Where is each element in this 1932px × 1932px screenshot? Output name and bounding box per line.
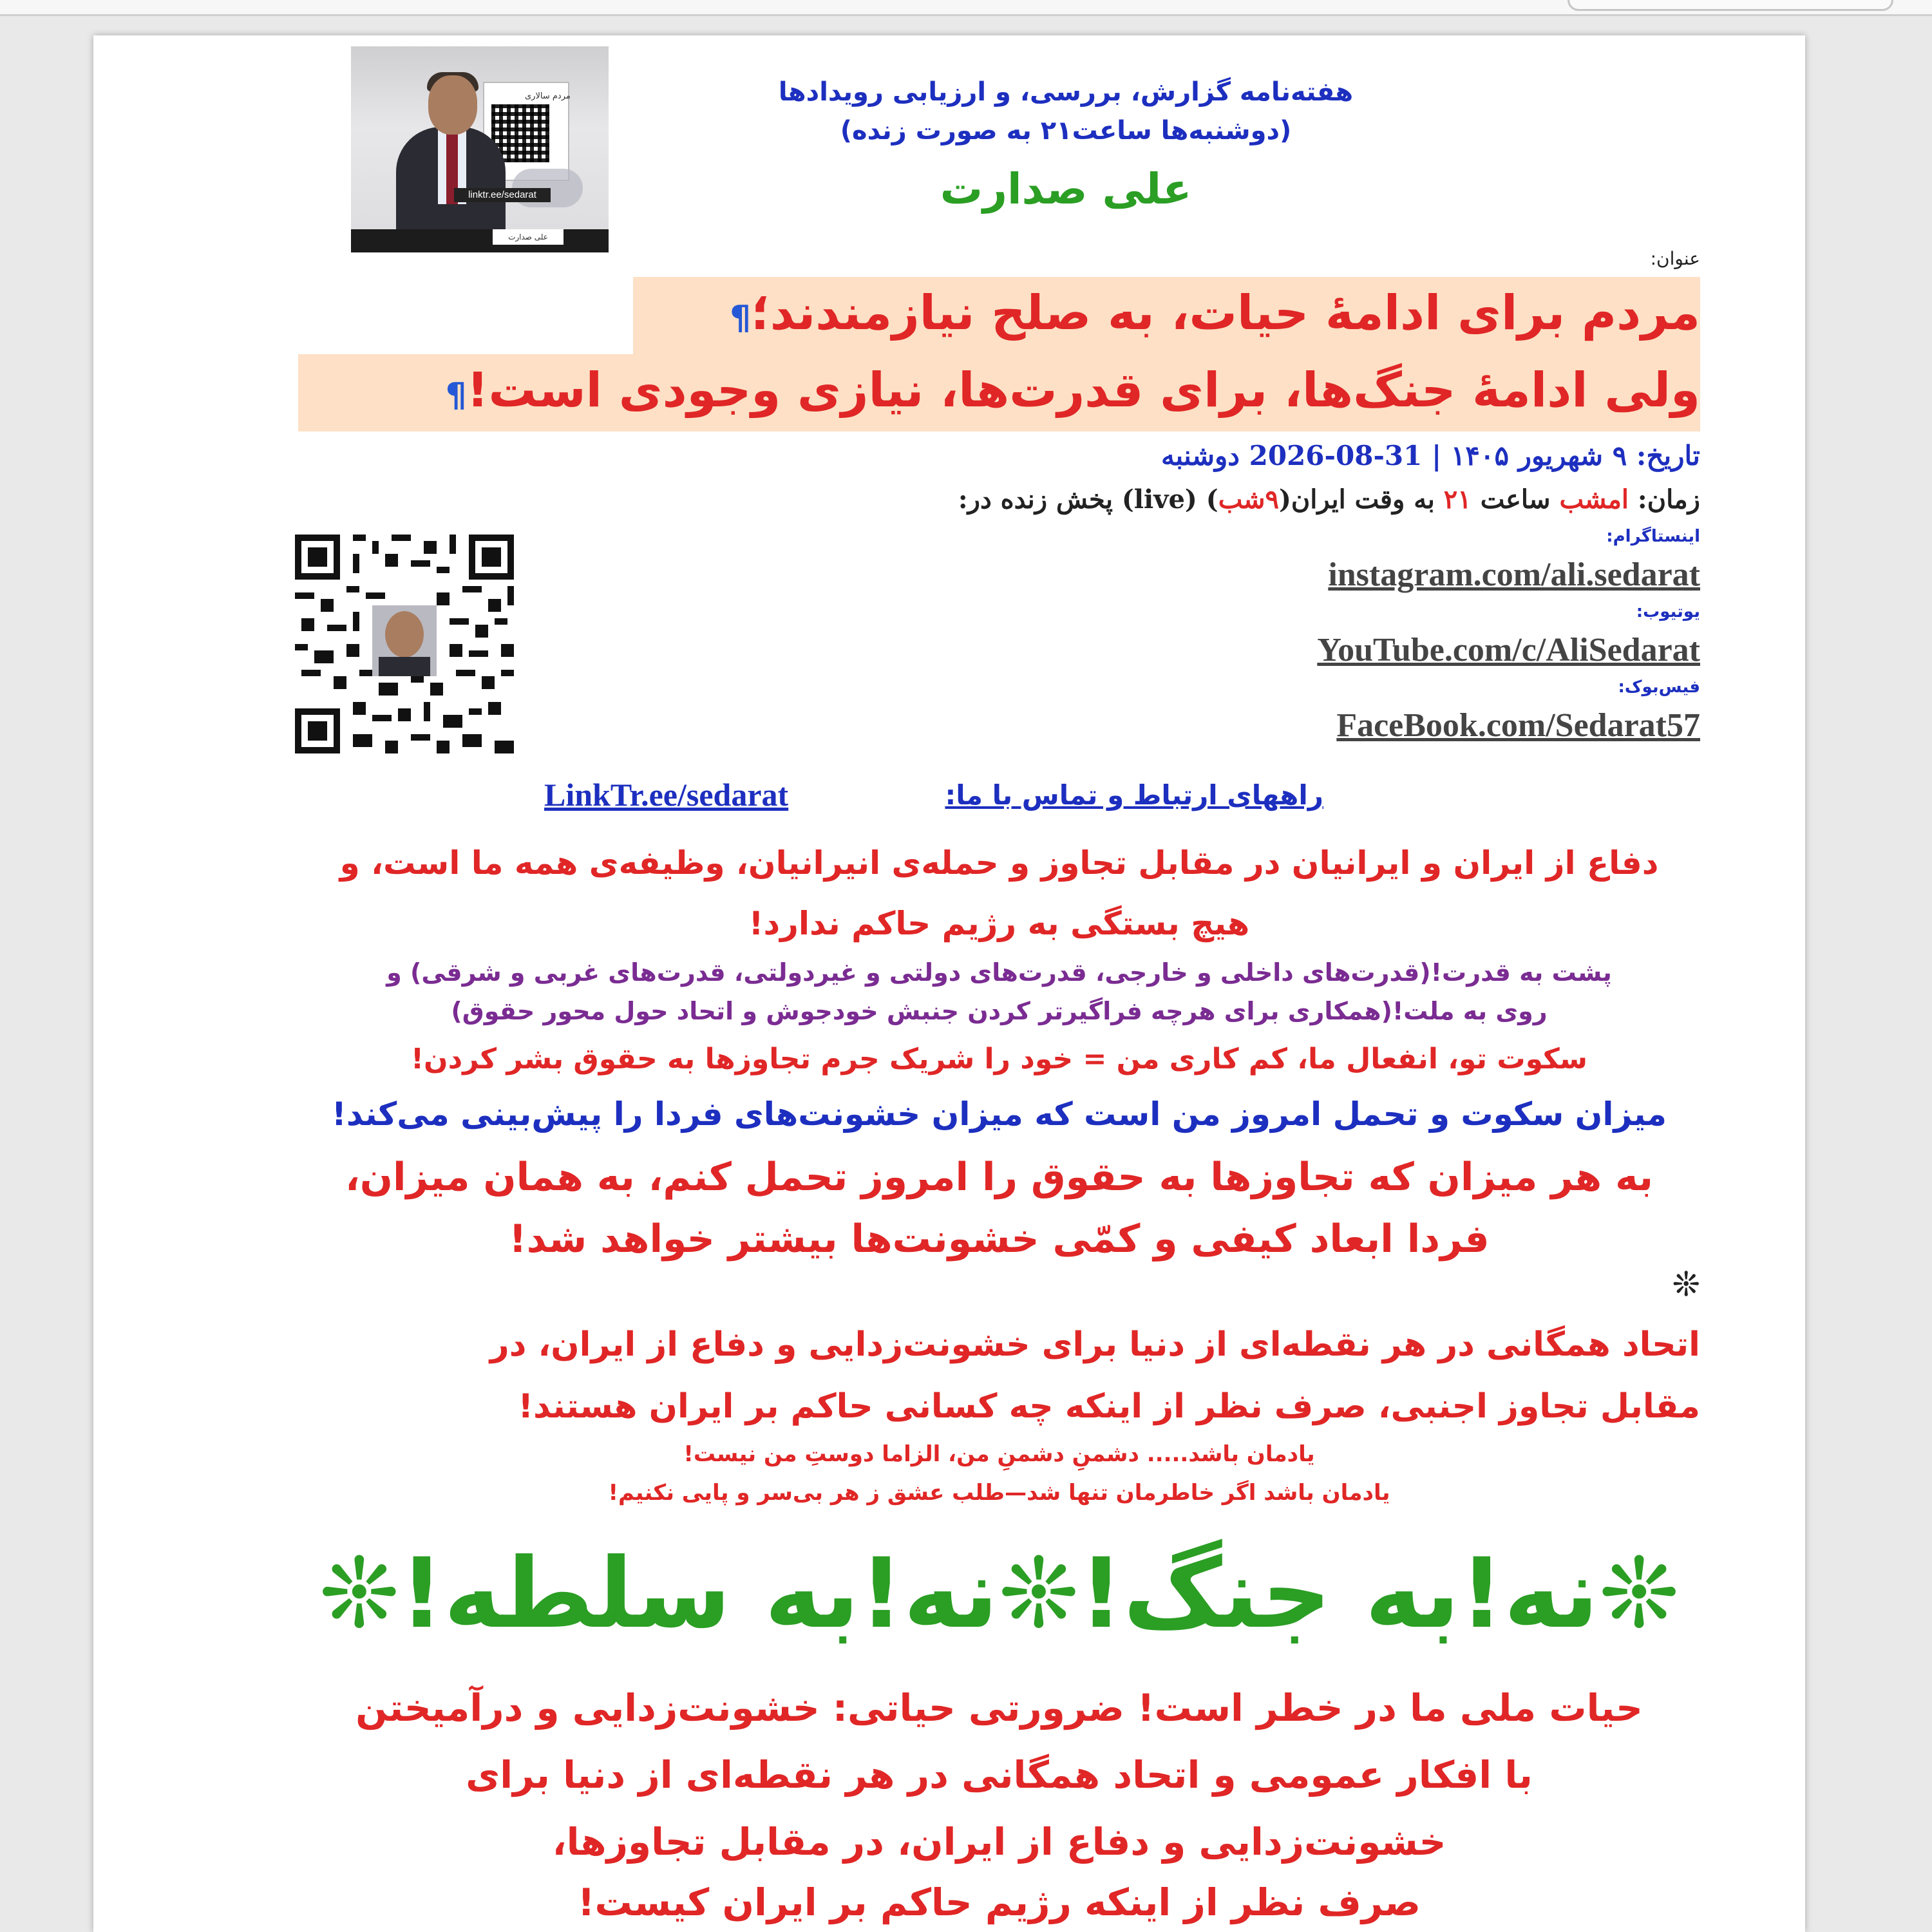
author-photo (351, 46, 609, 252)
pilcrow-mark: ¶ (730, 299, 752, 337)
time-tonight: امشب (1559, 484, 1629, 515)
time-iran: به وقت ایران( (1278, 484, 1435, 515)
measure-line: میزان سکوت و تحمل امروز من است که میزان خشونت‌های فردا را پیش‌بینی می‌کند! (332, 1095, 1667, 1133)
document-page (93, 35, 1805, 1932)
life-line-4: صرف نظر از اینکه رژیم حاکم بر ایران کیست! (578, 1880, 1421, 1924)
youtube-link[interactable]: YouTube.com/c/AliSedarat (1317, 632, 1700, 668)
facebook-link[interactable]: FaceBook.com/Sedarat57 (1336, 707, 1700, 744)
browser-top-bar (0, 0, 1932, 16)
time-live: ) (live) پخش زنده در: (958, 484, 1218, 515)
contact-link[interactable]: LinkTr.ee/sedarat (544, 777, 789, 813)
pilcrow-mark: ¶ (445, 376, 467, 415)
violence-line-1: به هر میزان که تجاوزها به حقوق را امروز تحمل کنم، به همان میزان، (345, 1155, 1654, 1200)
silence-line: سکوت تو، انفعال ما، کم کاری من = خود را شریک جرم تجاوزها به حقوق بشر کردن! (410, 1043, 1588, 1075)
photo-caption: linktr.ee/sedarat (454, 188, 551, 202)
schedule-heading: (دوشنبه‌ها ساعت۲۱ به صورت زنده) (840, 116, 1292, 146)
time-hour-word: ساعت (1480, 484, 1551, 515)
time-line (298, 484, 1700, 515)
date-line: تاریخ: ۹ شهریور ۱۴۰۵ | 31-08-2026 دوشنبه (1160, 440, 1700, 471)
contact-label[interactable]: راههای ارتباط و تماس با ما: (945, 779, 1323, 811)
life-line-2: با افکار عمومی و اتحاد همگانی در هر نقطه‌ای از دنیا برای (466, 1753, 1533, 1797)
title-line-1-text: مردم برای ادامهٔ حیات، به صلح نیازمندند؛ (751, 285, 1700, 341)
window-handle (1567, 0, 1893, 11)
back-to-power-line-2: روی به ملت!(همکاری برای هرچه فراگیرتر کردن جنبش خودجوش و اتحاد حول محور حقوق) (451, 997, 1548, 1025)
instagram-label: اینستاگرام: (1606, 527, 1700, 546)
person-head (428, 75, 477, 135)
unity-line-1: اتحاد همگانی در هر نقطه‌ای از دنیا برای خشونت‌زدایی و دفاع از ایران، در (489, 1325, 1700, 1364)
unity-line-2: مقابل تجاوز اجنبی، صرف نظر از اینکه چه کسانی حاکم بر ایران هستند! (518, 1387, 1700, 1426)
author-name: علی صدارت (940, 164, 1192, 214)
title-line-2-text: ولی ادامهٔ جنگ‌ها، برای قدرت‌ها، نیازی وجودی است! (466, 363, 1700, 418)
title-line-1 (633, 277, 1700, 354)
title-block (298, 277, 1700, 431)
time-nine-pm: ۹شب (1218, 484, 1279, 515)
facebook-label: فیس‌بوک: (1618, 677, 1700, 697)
youtube-label: یوتیوب: (1636, 602, 1700, 621)
photo-name-card: علی صدارت (493, 229, 564, 245)
back-to-power-line-1: پشت به قدرت!(قدرت‌های داخلی و خارجی، قدرت‌های دولتی و غیردولتی، قدرت‌های غربی و شرقی) و (386, 958, 1612, 987)
photo-board-label: مردم سالاری (525, 91, 571, 101)
defense-paragraph: دفاع از ایران و ایرانیان در مقابل تجاوز و حمله‌ی انیرانیان، وظیفه‌ی همه ما است، و هیچ بستگی به رژیم حاکم ندارد! (339, 844, 1659, 942)
remember-line-2: یادمان باشد اگر خاطرمان تنها شد—طلب عشق ز هر بی‌سر و پایی نکنیم! (608, 1480, 1390, 1506)
title-line-2 (298, 354, 1700, 431)
time-hour: ۲۱ (1443, 484, 1472, 515)
violence-line-2: فردا ابعاد کیفی و کمّی خشونت‌ها بیشتر خواهد شد! (509, 1217, 1490, 1262)
life-line-3: خشونت‌زدایی و دفاع از ایران، در مقابل تجاوزها، (552, 1820, 1446, 1864)
time-prefix: زمان: (1637, 484, 1700, 515)
no-war-slogan: ❊نه!به جنگ!❊نه!به سلطه!❊ (318, 1538, 1680, 1650)
weekly-heading: هفته‌نامه گزارش، بررسی، و ارزیابی رویدادها (778, 77, 1354, 107)
star-separator-icon: ❊ (1672, 1265, 1700, 1304)
title-label: عنوان: (1650, 248, 1700, 269)
life-line-1: حیات ملی ما در خطر است! ضرورتی حیاتی: خشونت‌زدایی و درآمیختن (355, 1686, 1643, 1730)
instagram-link[interactable]: instagram.com/ali.sedarat (1328, 556, 1700, 593)
remember-line-1: یادمان باشد..... دشمنِ دشمنِ من، الزاما دوستِ من نیست! (683, 1441, 1315, 1467)
